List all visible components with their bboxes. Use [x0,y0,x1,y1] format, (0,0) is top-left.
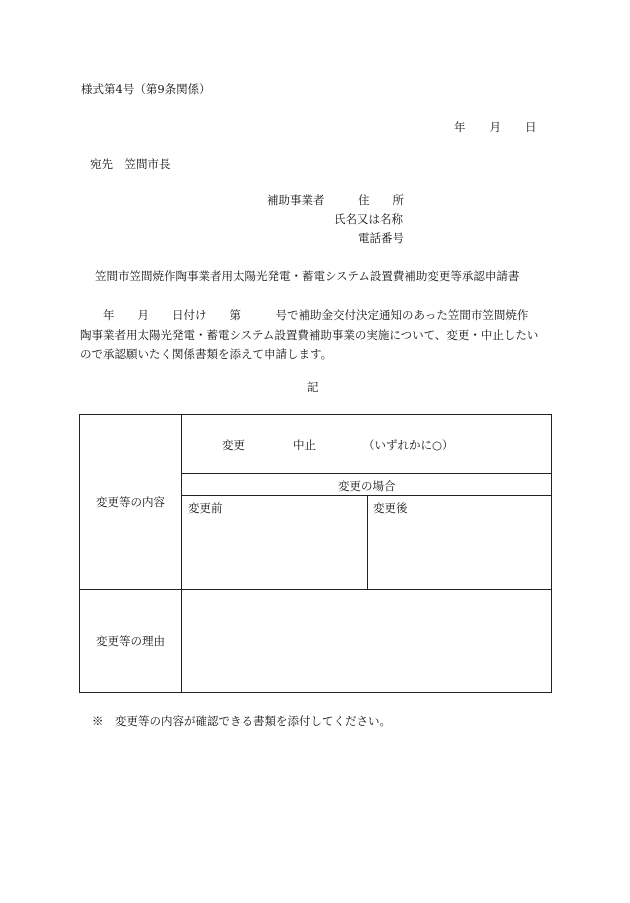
table-divider-change-header [181,495,551,496]
body-line-2: 陶事業者用太陽光発電・蓄電システム設置費補助事業の実施について、変更・中止したい [80,327,539,342]
applicant-phone-label: 電話番号 [358,231,404,245]
form-table [79,414,552,693]
change-case-header: 変更の場合 [338,479,396,493]
table-divider-label-column [181,415,182,692]
option-cancel: 中止 [293,438,316,452]
date-day: 日 [525,120,537,134]
option-change: 変更 [222,438,245,452]
table-divider-rows [80,589,551,590]
option-note: （いずれかに○） [363,438,454,452]
body-line-3: ので承認願いたく関係書類を添えて申請します。 [80,347,333,361]
row-label-change-content: 変更等の内容 [96,495,165,509]
table-divider-options [181,473,551,474]
applicant-heading: 補助事業者 [267,193,325,207]
date-line [454,120,537,134]
body-text [80,306,558,365]
before-label: 変更前 [188,501,223,515]
table-divider-before-after [367,495,368,589]
ki-heading: 記 [307,380,319,394]
addressee: 宛先 笠間市長 [90,157,171,171]
body-line-1: 年 月 日付け 第 号で補助金交付決定通知のあった笠間市笠間焼作 [80,308,529,322]
document-title: 笠間市笠間焼作陶事業者用太陽光発電・蓄電システム設置費補助変更等承認申請書 [95,269,520,283]
applicant-name-label: 氏名又は名称 [334,212,403,226]
date-month: 月 [489,120,501,134]
after-label: 変更後 [373,501,408,515]
row-label-change-reason: 変更等の理由 [96,634,165,648]
date-year: 年 [454,120,466,134]
form-number: 様式第4号（第9条関係） [81,82,211,96]
attachment-note: ※ 変更等の内容が確認できる書類を添付してください。 [92,714,391,728]
applicant-address-label: 住 所 [358,193,404,207]
